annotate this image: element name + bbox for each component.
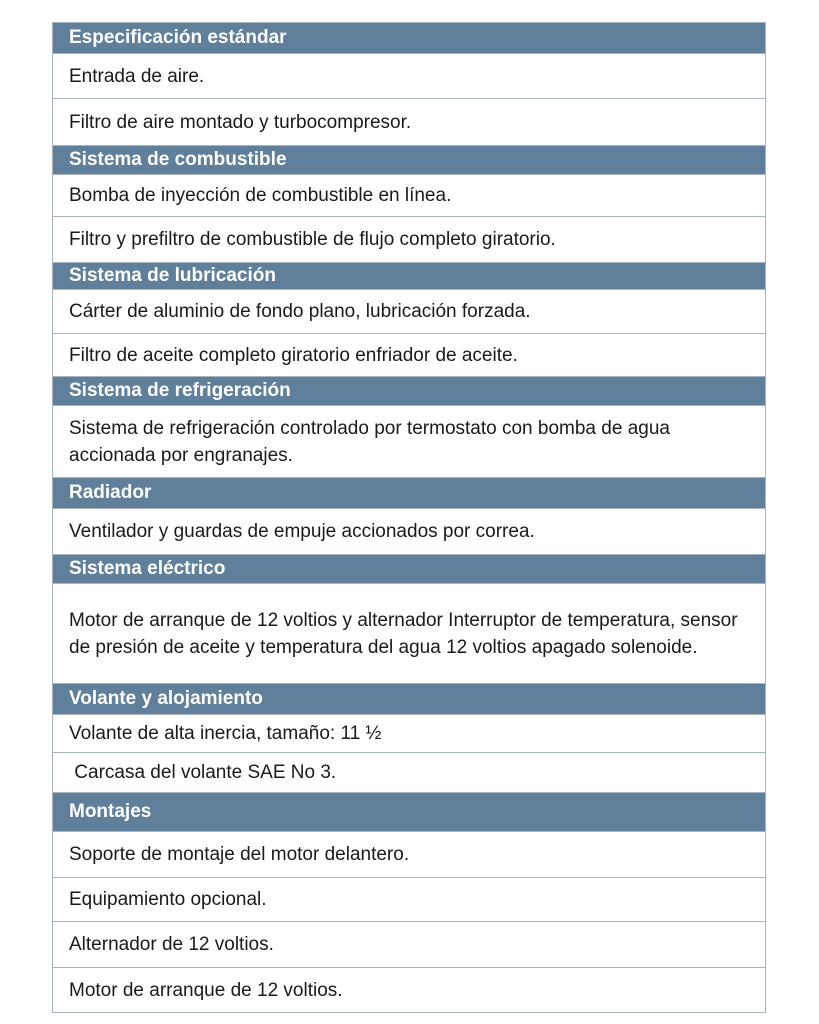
spec-table (52, 22, 766, 1013)
table-row (53, 715, 765, 753)
table-row (53, 753, 765, 793)
section-header-especificacion: Especificación estándar (53, 23, 765, 54)
table-row (53, 175, 765, 217)
row-text: Sistema de refrigeración controlado por termostato con bomba de agua accionada por engranajes. (69, 417, 670, 466)
table-row (53, 99, 765, 146)
table-row (53, 290, 765, 334)
row-text: Ventilador y guardas de empuje accionados por correa. (69, 521, 535, 542)
table-row (53, 509, 765, 555)
section-header-radiador: Radiador (53, 478, 765, 509)
section-header-refrigeracion: Sistema de refrigeración (53, 377, 765, 406)
table-row (53, 832, 765, 878)
section-header-combustible: Sistema de combustible (53, 146, 765, 175)
row-text: Motor de arranque de 12 voltios. (69, 979, 343, 1001)
section-header-electrico: Sistema eléctrico (53, 555, 765, 584)
row-text: Filtro de aire montado y turbocompresor. (69, 111, 412, 133)
table-row (53, 217, 765, 263)
table-row (53, 878, 765, 922)
table-row (53, 968, 765, 1012)
row-text: Filtro de aceite completo giratorio enfriador de aceite. (69, 344, 518, 366)
table-row (53, 922, 765, 968)
table-row (53, 406, 765, 478)
row-text: Cárter de aluminio de fondo plano, lubricación forzada. (69, 301, 531, 322)
row-text: Volante de alta inercia, tamaño: 11 ½ (69, 723, 382, 744)
row-text: Carcasa del volante SAE No 3. (69, 762, 337, 783)
table-row (53, 584, 765, 684)
row-text: Filtro y prefiltro de combustible de flujo completo giratorio. (69, 229, 556, 250)
section-header-lubricacion: Sistema de lubricación (53, 263, 765, 290)
row-text: Entrada de aire. (69, 65, 205, 87)
row-text: Motor de arranque de 12 voltios y alternador Interruptor de temperatura, sensor de presión de aceite y temperatura del agua 12 voltios apagado solenoide. (69, 609, 738, 658)
row-text: Bomba de inyección de combustible en línea. (69, 185, 452, 206)
section-header-montajes: Montajes (53, 793, 765, 832)
table-row (53, 54, 765, 99)
row-text: Alternador de 12 voltios. (69, 934, 274, 955)
row-text: Equipamiento opcional. (69, 889, 267, 910)
table-row (53, 334, 765, 377)
section-header-volante: Volante y alojamiento (53, 684, 765, 715)
row-text: Soporte de montaje del motor delantero. (69, 844, 410, 865)
